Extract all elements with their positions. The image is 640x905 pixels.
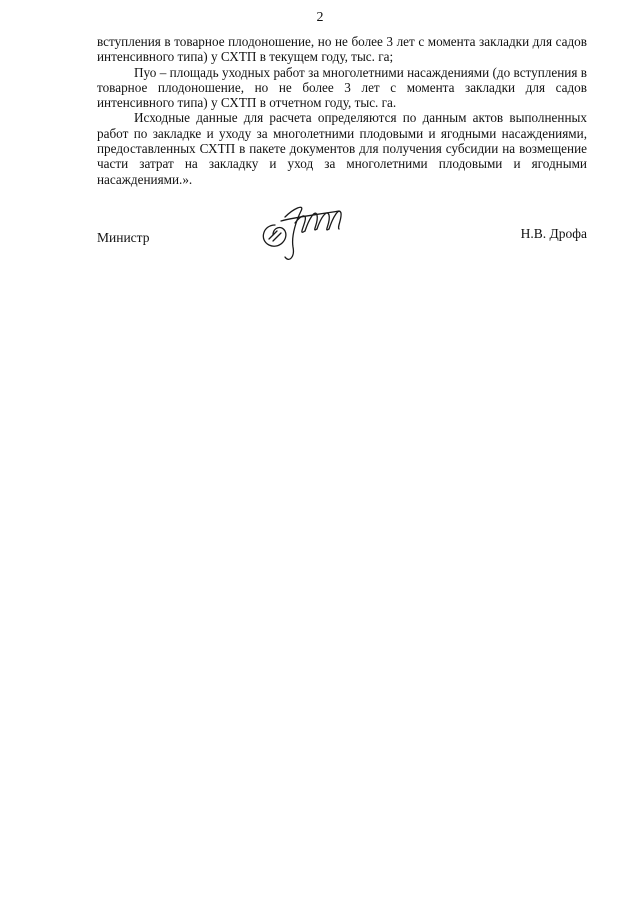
page-number: 2 — [316, 10, 324, 25]
paragraph-puo-definition: Пуо – площадь уходных работ за многолетними насаждениями (до вступления в товарное плодоношение, но не более 3 лет с момента закладки для садов интенсивного типа) у СХТП в отчетном году, тыс. га. — [97, 64, 587, 111]
signer-name: Н.В. Дрофа — [520, 226, 587, 241]
paragraph-source-data: Исходные данные для расчета определяются по данным актов выполненных работ по закладке и уходу за многолетними плодовыми и ягодными насаждениями, предоставленных СХТП в пакете документов для получения субсидии на возмещение части затрат на закладку и уход за многолетними плодовыми и ягодными насаждениями.». — [97, 110, 587, 187]
document-body — [97, 34, 587, 187]
handwritten-signature-icon — [255, 195, 345, 265]
signer-title: Министр — [97, 230, 150, 245]
paragraph-continuation: вступления в товарное плодоношение, но не более 3 лет с момента закладки для садов интенсивного типа) у СХТП в текущем году, тыс. га; — [97, 34, 587, 65]
